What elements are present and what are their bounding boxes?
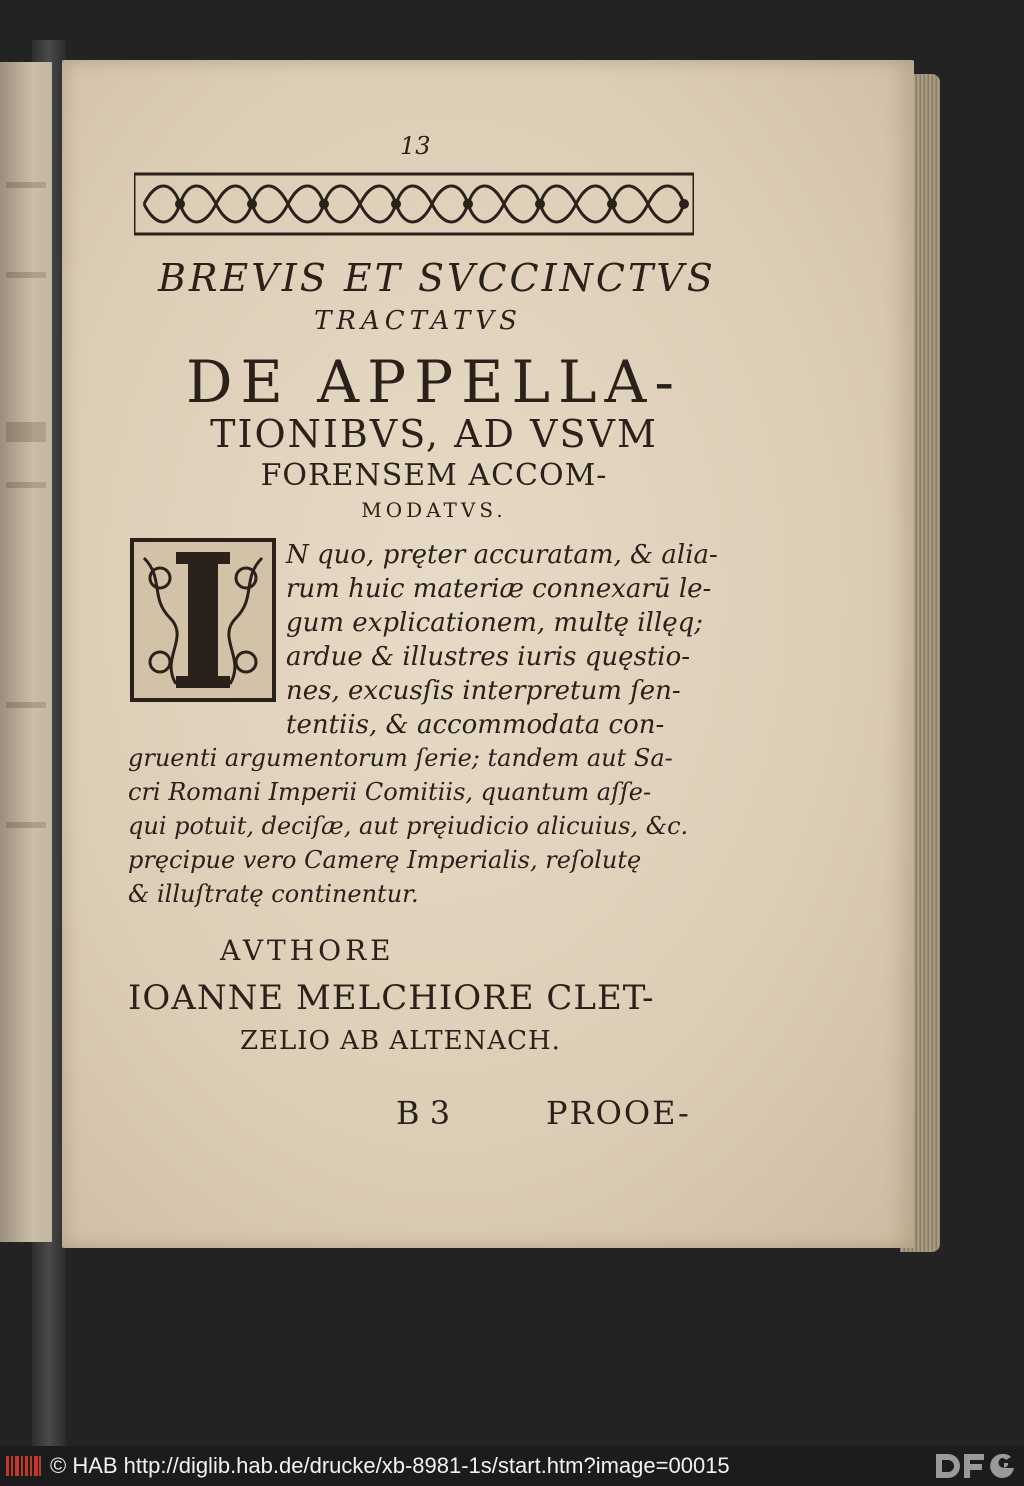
book-page xyxy=(62,60,914,1248)
hab-barcode-logo-icon xyxy=(6,1454,42,1478)
body-line: & illuſtratę continentur. xyxy=(128,880,419,908)
dfg-logo-icon xyxy=(934,1452,1016,1480)
signature-mark: B 3 xyxy=(396,1094,451,1132)
title-line-6: MODATVS. xyxy=(361,498,507,522)
body-line: gum explicationem, multę illęq; xyxy=(286,608,703,638)
author-name-line-2: ZELIO AB ALTENACH. xyxy=(240,1026,561,1056)
author-name-line-1: IOANNE MELCHIORE CLET- xyxy=(128,978,655,1018)
author-label: AVTHORE xyxy=(220,934,395,967)
body-line: gruenti argumentorum ſerie; tandem aut Sa- xyxy=(128,744,673,772)
body-line: pręcipue vero Camerę Imperialis, reſolutę xyxy=(128,846,642,874)
title-line-2: TRACTATVS xyxy=(314,306,522,336)
body-line: rum huic materiæ connexarū le- xyxy=(286,574,712,604)
body-line: nes, excusſis interpretum ſen- xyxy=(286,676,681,706)
body-line: N quo, pręter accuratam, & alia- xyxy=(286,540,718,570)
body-line: ardue & illustres iuris quęstio- xyxy=(286,642,691,672)
title-line-4: TIONIBVS, AD VSVM xyxy=(210,412,658,456)
ornamental-headpiece-icon xyxy=(134,172,694,236)
body-line: tentiis, & accommodata con- xyxy=(286,710,665,740)
footer-bar xyxy=(0,1446,1024,1486)
title-line-3: DE APPELLA- xyxy=(185,348,683,416)
body-line: qui potuit, deciſæ, aut pręiudicio alicuius, &c. xyxy=(128,812,689,840)
title-line-5: FORENSEM ACCOM- xyxy=(260,458,608,493)
plastic-sheet-reflection xyxy=(32,40,66,1446)
page-number: 13 xyxy=(400,132,431,160)
title-line-1: BREVIS ET SVCCINCTVS xyxy=(158,256,716,300)
catchword: PROOE- xyxy=(546,1094,691,1132)
decorated-initial-letter-icon xyxy=(130,538,276,702)
body-line: cri Romani Imperii Comitiis, quantum aſſe- xyxy=(128,778,652,806)
footer-copyright-link[interactable]: © HAB http://diglib.hab.de/drucke/xb-8981-1s/start.htm?image=00015 xyxy=(50,1453,730,1478)
